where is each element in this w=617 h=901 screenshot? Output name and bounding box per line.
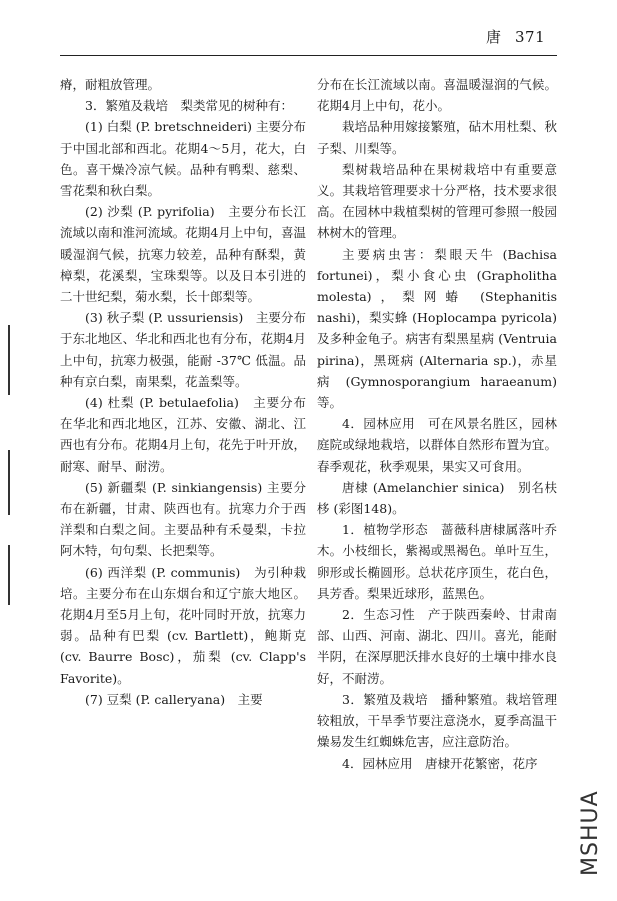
paragraph: 4．园林应用 可在风景名胜区，园林庭院或绿地栽培，以群体自然形布置为宜。春季观花，秋季观果，果实又可食用。	[317, 416, 557, 474]
paragraph: (7) 豆梨 (P. calleryana) 主要	[85, 691, 263, 707]
right-column	[317, 74, 557, 774]
page-number: 371	[515, 28, 546, 46]
paragraph: (1) 白梨 (P. bretschneideri) 主要分布于中国北部和西北。花期4～5月，花大，白色。喜干燥冷凉气候。品种有鸭梨、慈梨、雪花梨和秋白梨。	[60, 119, 306, 199]
margin-mark	[8, 545, 10, 605]
paragraph: 3．繁殖及栽培 梨类常见的树种有：	[85, 98, 293, 114]
paragraph: 梨树栽培品种在果树栽培中有重要意义。其栽培管理要求十分严格，技术要求很高。在园林中栽植梨树的管理可参照一般园林树木的管理。	[317, 161, 557, 241]
paragraph: 主要病虫害：梨眼天牛 (Bachisa fortunei)，梨小食心虫 (Grapholitha molesta)，梨网蝽 (Stephanitis nashi)，梨实蜂 (Hoplocampa pyricola) 及多种金龟子。病害有梨黑星病 (Ventruia pirina)，黑斑病 (Alternaria sp.)，赤星病 (Gymnosporangium haraeanum) 等。	[317, 246, 557, 411]
paragraph: (2) 沙梨 (P. pyrifolia) 主要分布长江流域以南和淮河流域。花期4月上中旬，喜温暖湿润气候，抗寒力较差，品种有酥梨，黄樟梨，花溪梨，宝珠梨等。以及日本引进的二十世纪梨，菊水梨，长十郎梨等。	[60, 204, 306, 305]
watermark: MSHUA	[578, 790, 603, 876]
paragraph: 唐棣 (Amelanchier sinica) 别名枎栘 (彩图148)。	[317, 479, 557, 517]
paragraph: (6) 西洋梨 (P. communis) 为引种栽培。主要分布在山东烟台和辽宁旅大地区。花期4月至5月上旬，花叶同时开放，抗寒力弱。品种有巴梨 (cv. Bartlett)，鲍斯克 (cv. Baurre Bosc)，茄梨 (cv. Clapp's Favorite)。	[60, 564, 306, 686]
running-header-title: 唐	[486, 28, 502, 46]
paragraph: 2．生态习性 产于陕西秦岭、甘肃南部、山西、河南、湖北、四川。喜光，能耐半阴，在深厚肥沃排水良好的土壤中排水良好，不耐涝。	[317, 607, 557, 686]
paragraph: 分布在长江流域以南。喜温暖湿润的气候。花期4月上中旬，花小。	[317, 77, 557, 114]
margin-mark	[8, 325, 10, 395]
paragraph: (5) 新疆梨 (P. sinkiangensis) 主要分布在新疆，甘肃、陕西也有。抗寒力介于西洋梨和白梨之间。主要品种有禾曼梨，卡拉阿木特，句句梨、长把梨等。	[60, 479, 306, 559]
paragraph: 4．园林应用 唐棣开花繁密，花序	[342, 755, 538, 771]
paragraph: 1．植物学形态 蔷薇科唐棣属落叶乔木。小枝细长，紫褐或黑褐色。单叶互生，卵形或长椭圆形。总状花序顶生，花白色，具芳香。梨果近球形，蓝黑色。	[317, 522, 557, 601]
paragraph: (4) 杜梨 (P. betulaefolia) 主要分布在华北和西北地区，江苏、安徽、湖北、江西也有分布。花期4月上旬，花先于叶开放，耐寒、耐旱、耐涝。	[60, 395, 306, 474]
paragraph: 栽培品种用嫁接繁殖，砧木用杜梨、秋子梨、川梨等。	[317, 119, 557, 156]
paragraph: 3．繁殖及栽培 播种繁殖。栽培管理较粗放，干旱季节要注意浇水，夏季高温干燥易发生红蜘蛛危害，应注意防治。	[317, 691, 557, 750]
header-rule	[60, 55, 557, 56]
left-column	[60, 74, 306, 710]
paragraph: 瘠，耐粗放管理。	[60, 77, 161, 92]
paragraph: (3) 秋子梨 (P. ussuriensis) 主要分布于东北地区、华北和西北也有分布，花期4月上中旬，抗寒力极强，能耐 -37℃ 低温。品种有京白梨，南果梨，花盖梨等。	[60, 310, 306, 389]
margin-mark	[8, 450, 10, 515]
